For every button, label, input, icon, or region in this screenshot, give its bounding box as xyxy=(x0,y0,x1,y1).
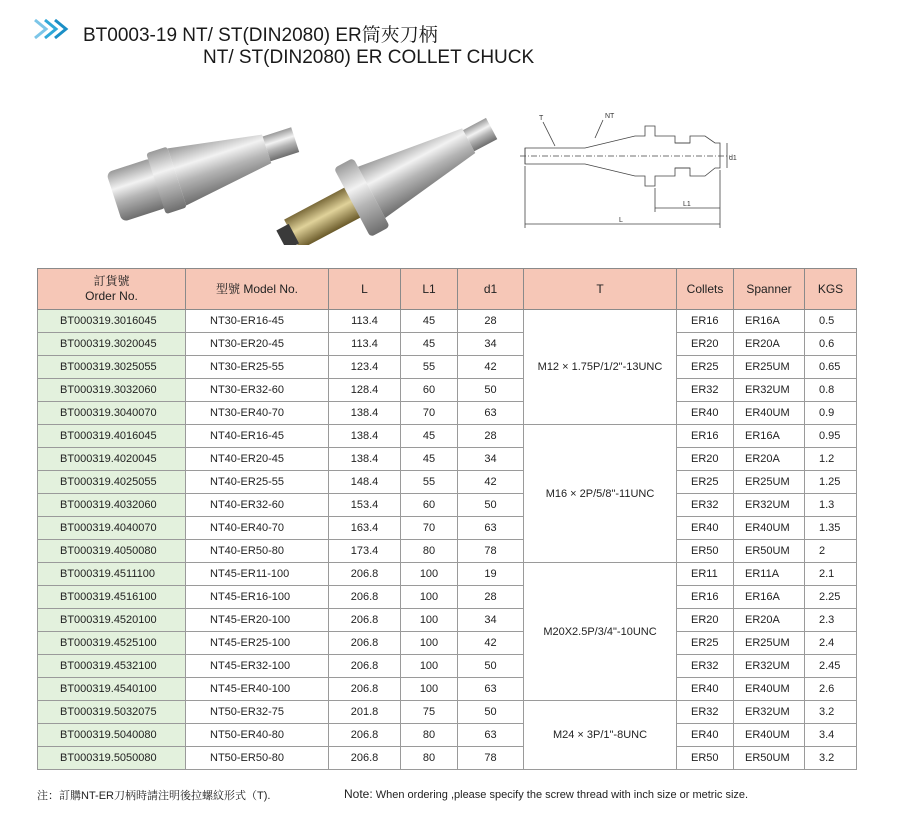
table-row xyxy=(38,540,857,563)
cell-d1: 42 xyxy=(458,356,524,379)
cell-kgs: 3.4 xyxy=(805,724,857,747)
cell-model: NT45-ER32-100 xyxy=(186,655,329,678)
cell-thread: M16 × 2P/5/8"-11UNC xyxy=(524,425,677,563)
cell-model: NT45-ER16-100 xyxy=(186,586,329,609)
cell-collet: ER11 xyxy=(677,563,734,586)
cell-l1: 60 xyxy=(401,494,458,517)
cell-d1: 34 xyxy=(458,333,524,356)
cell-kgs: 3.2 xyxy=(805,701,857,724)
cell-l1: 45 xyxy=(401,333,458,356)
order-header-cn: 訂貨號 xyxy=(93,274,130,288)
cell-model: NT30-ER20-45 xyxy=(186,333,329,356)
cell-order: BT000319.4540100 xyxy=(38,678,186,701)
table-row xyxy=(38,701,857,724)
cell-d1: 63 xyxy=(458,678,524,701)
technical-drawing xyxy=(515,108,765,238)
table-row xyxy=(38,609,857,632)
drawing-label-t: T xyxy=(539,115,544,122)
cell-kgs: 2.25 xyxy=(805,586,857,609)
cell-order: BT000319.4520100 xyxy=(38,609,186,632)
table-row xyxy=(38,402,857,425)
cell-order: BT000319.3016045 xyxy=(38,310,186,333)
cell-l1: 100 xyxy=(401,609,458,632)
cell-spanner: ER16A xyxy=(734,425,805,448)
cell-spanner: ER32UM xyxy=(734,655,805,678)
cell-model: NT40-ER50-80 xyxy=(186,540,329,563)
holder-photo-1 xyxy=(104,108,304,228)
cell-d1: 34 xyxy=(458,609,524,632)
cell-collet: ER40 xyxy=(677,517,734,540)
cell-spanner: ER50UM xyxy=(734,747,805,770)
cell-collet: ER50 xyxy=(677,540,734,563)
table-row xyxy=(38,356,857,379)
cell-order: BT000319.3032060 xyxy=(38,379,186,402)
drawing-label-l1: L1 xyxy=(683,201,691,208)
cell-d1: 63 xyxy=(458,724,524,747)
cell-spanner: ER20A xyxy=(734,333,805,356)
cell-spanner: ER32UM xyxy=(734,701,805,724)
cell-l1: 80 xyxy=(401,724,458,747)
cell-order: BT000319.3040070 xyxy=(38,402,186,425)
cell-spanner: ER25UM xyxy=(734,471,805,494)
cell-l: 206.8 xyxy=(329,563,401,586)
cell-collet: ER25 xyxy=(677,471,734,494)
cell-spanner: ER25UM xyxy=(734,356,805,379)
cell-l1: 45 xyxy=(401,448,458,471)
cell-spanner: ER40UM xyxy=(734,402,805,425)
cell-order: BT000319.4016045 xyxy=(38,425,186,448)
cell-kgs: 1.3 xyxy=(805,494,857,517)
cell-kgs: 0.65 xyxy=(805,356,857,379)
cell-l: 113.4 xyxy=(329,333,401,356)
cell-order: BT000319.5040080 xyxy=(38,724,186,747)
cell-order: BT000319.4040070 xyxy=(38,517,186,540)
cell-collet: ER40 xyxy=(677,402,734,425)
cell-l: 206.8 xyxy=(329,586,401,609)
order-header-en: Order No. xyxy=(85,289,138,303)
cell-l1: 100 xyxy=(401,586,458,609)
cell-spanner: ER40UM xyxy=(734,724,805,747)
table-row xyxy=(38,563,857,586)
col-header-l: L xyxy=(329,269,401,310)
page-subtitle: NT/ ST(DIN2080) ER COLLET CHUCK xyxy=(203,47,535,68)
cell-model: NT40-ER16-45 xyxy=(186,425,329,448)
table-row xyxy=(38,724,857,747)
cell-thread: M12 × 1.75P/1/2"-13UNC xyxy=(524,310,677,425)
cell-l: 138.4 xyxy=(329,448,401,471)
cell-l: 138.4 xyxy=(329,425,401,448)
double-chevron-icon xyxy=(33,18,73,40)
cell-kgs: 0.8 xyxy=(805,379,857,402)
table-row xyxy=(38,333,857,356)
cell-kgs: 2 xyxy=(805,540,857,563)
cell-spanner: ER32UM xyxy=(734,379,805,402)
cell-l: 206.8 xyxy=(329,678,401,701)
cell-d1: 63 xyxy=(458,517,524,540)
cell-order: BT000319.4516100 xyxy=(38,586,186,609)
holder-photo-2 xyxy=(263,95,510,245)
cell-kgs: 0.6 xyxy=(805,333,857,356)
cell-l: 201.8 xyxy=(329,701,401,724)
cell-l: 138.4 xyxy=(329,402,401,425)
cell-model: NT30-ER32-60 xyxy=(186,379,329,402)
cell-kgs: 1.25 xyxy=(805,471,857,494)
cell-collet: ER20 xyxy=(677,333,734,356)
cell-l1: 70 xyxy=(401,517,458,540)
table-row xyxy=(38,586,857,609)
cell-order: BT000319.5032075 xyxy=(38,701,186,724)
table-row xyxy=(38,517,857,540)
cell-order: BT000319.3020045 xyxy=(38,333,186,356)
cell-d1: 42 xyxy=(458,471,524,494)
cell-model: NT30-ER16-45 xyxy=(186,310,329,333)
cell-order: BT000319.4050080 xyxy=(38,540,186,563)
cell-kgs: 2.3 xyxy=(805,609,857,632)
cell-kgs: 2.1 xyxy=(805,563,857,586)
cell-d1: 78 xyxy=(458,540,524,563)
drawing-label-d1: d1 xyxy=(729,155,737,162)
table-row xyxy=(38,310,857,333)
table-row xyxy=(38,655,857,678)
cell-model: NT30-ER40-70 xyxy=(186,402,329,425)
cell-l: 153.4 xyxy=(329,494,401,517)
cell-spanner: ER20A xyxy=(734,448,805,471)
col-header-spanner: Spanner xyxy=(734,269,805,310)
cell-l1: 100 xyxy=(401,632,458,655)
cell-model: NT50-ER40-80 xyxy=(186,724,329,747)
table-header-row xyxy=(38,269,857,310)
cell-l1: 70 xyxy=(401,402,458,425)
cell-spanner: ER32UM xyxy=(734,494,805,517)
cell-d1: 63 xyxy=(458,402,524,425)
table-row xyxy=(38,678,857,701)
cell-collet: ER16 xyxy=(677,586,734,609)
cell-model: NT40-ER40-70 xyxy=(186,517,329,540)
cell-model: NT40-ER32-60 xyxy=(186,494,329,517)
col-header-kgs: KGS xyxy=(805,269,857,310)
cell-l1: 45 xyxy=(401,425,458,448)
cell-collet: ER20 xyxy=(677,609,734,632)
col-header-collets: Collets xyxy=(677,269,734,310)
cell-collet: ER40 xyxy=(677,678,734,701)
note-english xyxy=(344,787,748,801)
cell-collet: ER25 xyxy=(677,356,734,379)
table-row xyxy=(38,448,857,471)
cell-collet: ER40 xyxy=(677,724,734,747)
cell-spanner: ER40UM xyxy=(734,517,805,540)
cell-order: BT000319.4032060 xyxy=(38,494,186,517)
cell-kgs: 1.35 xyxy=(805,517,857,540)
cell-spanner: ER16A xyxy=(734,310,805,333)
cell-spanner: ER16A xyxy=(734,586,805,609)
col-header-t: T xyxy=(524,269,677,310)
cell-collet: ER32 xyxy=(677,701,734,724)
cell-spanner: ER50UM xyxy=(734,540,805,563)
col-header-model: 型號 Model No. xyxy=(186,269,329,310)
cell-model: NT40-ER25-55 xyxy=(186,471,329,494)
cell-l: 173.4 xyxy=(329,540,401,563)
spec-table xyxy=(37,268,857,770)
cell-l: 163.4 xyxy=(329,517,401,540)
cell-thread: M24 × 3P/1"-8UNC xyxy=(524,701,677,770)
cell-collet: ER16 xyxy=(677,425,734,448)
cell-collet: ER32 xyxy=(677,655,734,678)
note-chinese: 注：訂購NT-ER刀柄時請注明後拉螺紋形式（T). xyxy=(37,790,271,802)
drawing-label-nt: NT xyxy=(605,113,615,120)
cell-l: 148.4 xyxy=(329,471,401,494)
cell-l: 206.8 xyxy=(329,609,401,632)
cell-d1: 50 xyxy=(458,379,524,402)
cell-l: 206.8 xyxy=(329,724,401,747)
cell-spanner: ER25UM xyxy=(734,632,805,655)
cell-l1: 75 xyxy=(401,701,458,724)
cell-collet: ER20 xyxy=(677,448,734,471)
cell-collet: ER50 xyxy=(677,747,734,770)
cell-kgs: 0.9 xyxy=(805,402,857,425)
cell-collet: ER16 xyxy=(677,310,734,333)
page-title: BT0003-19 NT/ ST(DIN2080) ER筒夾刀柄 xyxy=(83,25,438,46)
table-body xyxy=(38,310,857,770)
cell-kgs: 1.2 xyxy=(805,448,857,471)
cell-thread: M20X2.5P/3/4"-10UNC xyxy=(524,563,677,701)
note-text: When ordering ,please specify the screw thread with inch size or metric size. xyxy=(372,789,749,801)
cell-kgs: 0.95 xyxy=(805,425,857,448)
table-row xyxy=(38,494,857,517)
cell-model: NT45-ER40-100 xyxy=(186,678,329,701)
cell-d1: 50 xyxy=(458,494,524,517)
table-row xyxy=(38,471,857,494)
cell-kgs: 0.5 xyxy=(805,310,857,333)
product-photos xyxy=(90,95,510,245)
cell-l1: 100 xyxy=(401,655,458,678)
cell-spanner: ER40UM xyxy=(734,678,805,701)
cell-collet: ER25 xyxy=(677,632,734,655)
cell-d1: 28 xyxy=(458,586,524,609)
cell-d1: 50 xyxy=(458,701,524,724)
cell-l1: 80 xyxy=(401,747,458,770)
cell-order: BT000319.4532100 xyxy=(38,655,186,678)
cell-d1: 19 xyxy=(458,563,524,586)
cell-model: NT50-ER32-75 xyxy=(186,701,329,724)
cell-l: 206.8 xyxy=(329,747,401,770)
cell-l: 113.4 xyxy=(329,310,401,333)
cell-kgs: 3.2 xyxy=(805,747,857,770)
cell-spanner: ER11A xyxy=(734,563,805,586)
cell-spanner: ER20A xyxy=(734,609,805,632)
note-label: Note: xyxy=(344,787,373,801)
cell-model: NT45-ER25-100 xyxy=(186,632,329,655)
cell-l: 206.8 xyxy=(329,632,401,655)
cell-l1: 60 xyxy=(401,379,458,402)
cell-collet: ER32 xyxy=(677,494,734,517)
table-row xyxy=(38,632,857,655)
cell-l: 128.4 xyxy=(329,379,401,402)
drawing-label-l: L xyxy=(619,217,623,224)
cell-order: BT000319.4511100 xyxy=(38,563,186,586)
cell-d1: 50 xyxy=(458,655,524,678)
cell-d1: 42 xyxy=(458,632,524,655)
table-row xyxy=(38,379,857,402)
table-row xyxy=(38,425,857,448)
cell-order: BT000319.5050080 xyxy=(38,747,186,770)
col-header-order xyxy=(38,269,186,310)
cell-kgs: 2.6 xyxy=(805,678,857,701)
cell-kgs: 2.45 xyxy=(805,655,857,678)
col-header-d1: d1 xyxy=(458,269,524,310)
cell-model: NT45-ER20-100 xyxy=(186,609,329,632)
cell-order: BT000319.3025055 xyxy=(38,356,186,379)
table-row xyxy=(38,747,857,770)
cell-order: BT000319.4525100 xyxy=(38,632,186,655)
cell-kgs: 2.4 xyxy=(805,632,857,655)
cell-l1: 100 xyxy=(401,678,458,701)
cell-collet: ER32 xyxy=(677,379,734,402)
cell-l1: 55 xyxy=(401,471,458,494)
cell-d1: 28 xyxy=(458,425,524,448)
cell-d1: 34 xyxy=(458,448,524,471)
cell-l1: 55 xyxy=(401,356,458,379)
cell-model: NT50-ER50-80 xyxy=(186,747,329,770)
cell-d1: 28 xyxy=(458,310,524,333)
cell-l1: 45 xyxy=(401,310,458,333)
cell-order: BT000319.4020045 xyxy=(38,448,186,471)
cell-d1: 78 xyxy=(458,747,524,770)
cell-l: 123.4 xyxy=(329,356,401,379)
cell-model: NT45-ER11-100 xyxy=(186,563,329,586)
cell-model: NT30-ER25-55 xyxy=(186,356,329,379)
cell-l: 206.8 xyxy=(329,655,401,678)
cell-model: NT40-ER20-45 xyxy=(186,448,329,471)
col-header-l1: L1 xyxy=(401,269,458,310)
cell-l1: 100 xyxy=(401,563,458,586)
cell-l1: 80 xyxy=(401,540,458,563)
cell-order: BT000319.4025055 xyxy=(38,471,186,494)
